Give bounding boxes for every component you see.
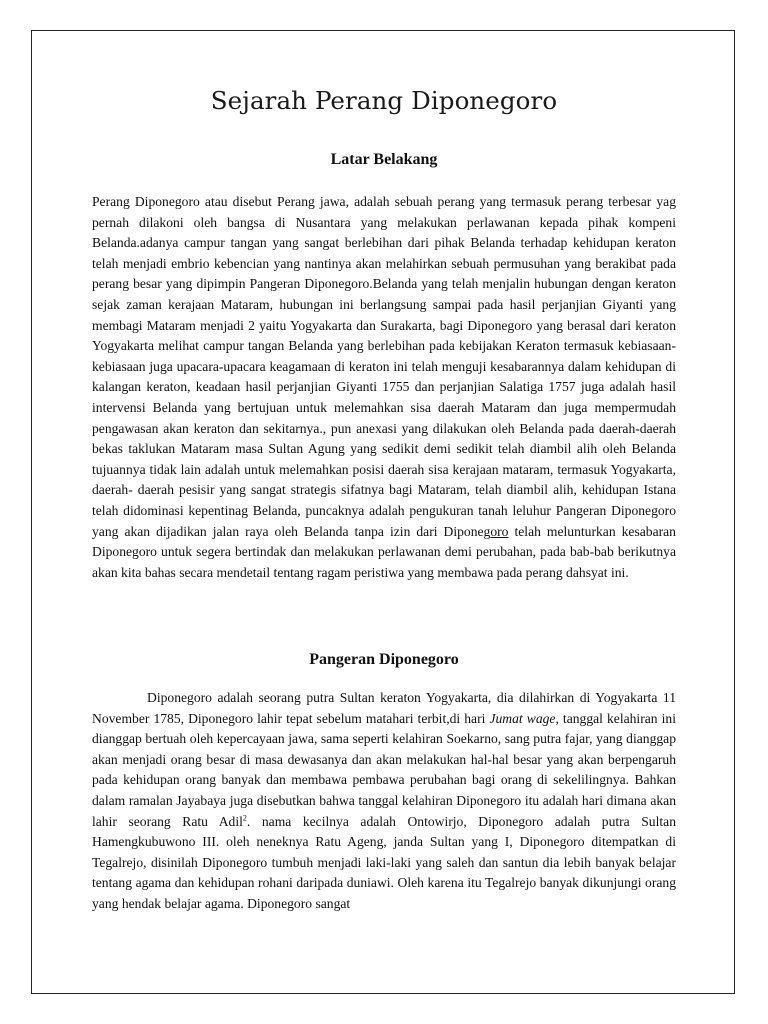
footnote-reference[interactable]: 2 (242, 813, 247, 823)
underlined-text: oro (490, 523, 509, 539)
document-title: Sejarah Perang Diponegoro (210, 86, 558, 115)
paragraph-text: telah melunturkan kesabaran Diponegoro untuk segera bertindak dan melakukan perlawanan demi perubahan, pada bab-bab berikutnya akan kita bahas secara mendetail tentang ragam peristiwa yang membawa pada perang dahsyat ini. (92, 523, 676, 580)
paragraph-latar-belakang (92, 192, 676, 583)
paragraph-pangeran-diponegoro (92, 688, 676, 915)
section-heading-latar-belakang: Latar Belakang (330, 151, 438, 168)
document-page (31, 30, 735, 994)
paragraph-text: Diponegoro adalah seorang putra Sultan keraton Yogyakarta, dia dilahirkan di Yogyakarta 11 November 1785, Diponegoro lahir tepat sebelum matahari terbit,di hari (92, 690, 676, 726)
italic-text: Jumat wage (489, 710, 556, 726)
paragraph-text: . nama kecilnya adalah Ontowirjo, Diponegoro adalah putra Sultan Hamengkubuwono III. oleh neneknya Ratu Ageng, janda Sultan yang I, Diponegoro ditempatkan di Tegalrejo, disinilah Diponegoro tumbuh menjadi laki-laki yang saleh dan santun dia lebih banyak belajar tentang agama dan kehidupan rohani daripada duniawi. Oleh karena itu Tegalrejo banyak dikunjungi orang yang hendak belajar agama. Diponegoro sangat (92, 813, 676, 911)
paragraph-text: Perang Diponegoro atau disebut Perang jawa, adalah sebuah perang yang termasuk perang terbesar yag pernah dilakoni oleh bangsa di Nusantara yang melakukan perlawanan kepada pihak kompeni Belanda.adanya campur tangan yang sangat berlebihan dari pihak Belanda terhadap kehidupan keraton telah menjadi embrio kebencian yang nantinya akan melahirkan sebuah permusuhan yang berakibat pada perang besar yang dipimpin Pangeran Diponegoro.Belanda yang telah menjalin hubungan dengan keraton sejak zaman kerajaan Mataram, hubungan ini berlangsung sampai pada hasil perjanjian Giyanti yang membagi Mataram menjadi 2 yaitu Yogyakarta dan Surakarta, bagi Diponegoro yang berasal dari keraton Yogyakarta melihat campur tangan Belanda yang berlebihan pada kebijakan Keraton termasuk kebiasaan-kebiasaan juga upacara-upacara keagamaan di keraton ini telah menguji kesabarannya dalam kehidupan di kalangan keraton, keadaan hasil perjanjian Giyanti 1755 dan perjanjian Salatiga 1757 juga adalah hasil intervensi Belanda yang bertujuan untuk melemahkan sisa daerah Mataram dan juga mempermudah pengawasan akan keraton dan sekitarnya., pun anexasi yang dilakukan oleh Belanda pada daerah-daerah bekas taklukan Mataram masa Sultan Agung yang sedikit demi sedikit telah diambil alih oleh Belanda tujuannya tidak lain adalah untuk melemahkan posisi daerah sisa kerajaan mataram, termasuk Yogyakarta, daerah- daerah pesisir yang sangat strategis sifatnya bagi Mataram, telah diambil alih, kehidupan Istana telah didominasi kepentinag Belanda, puncaknya adalah pengukuran tanah leluhur Pangeran Diponegoro yang akan dijadikan jalan raya oleh Belanda tanpa izin dari Diponeg (92, 194, 676, 539)
section-heading-pangeran-diponegoro: Pangeran Diponegoro (309, 651, 459, 668)
paragraph-text: , tanggal kelahiran ini dianggap bertuah oleh kepercayaan jawa, sama seperti kelahiran Soekarno, sang putra fajar, yang dianggap akan menjadi orang besar di masa dewasanya dan akan melakukan hal-hal besar yang akan berpengaruh pada kehidupan orang banyak dan membawa pembawa perubahan bagi orang di sekelilingnya. Bahkan dalam ramalan Jayabaya juga disebutkan bahwa tanggal kelahiran Diponegoro itu adalah hari dimana akan lahir seorang Ratu Adil (92, 710, 676, 829)
